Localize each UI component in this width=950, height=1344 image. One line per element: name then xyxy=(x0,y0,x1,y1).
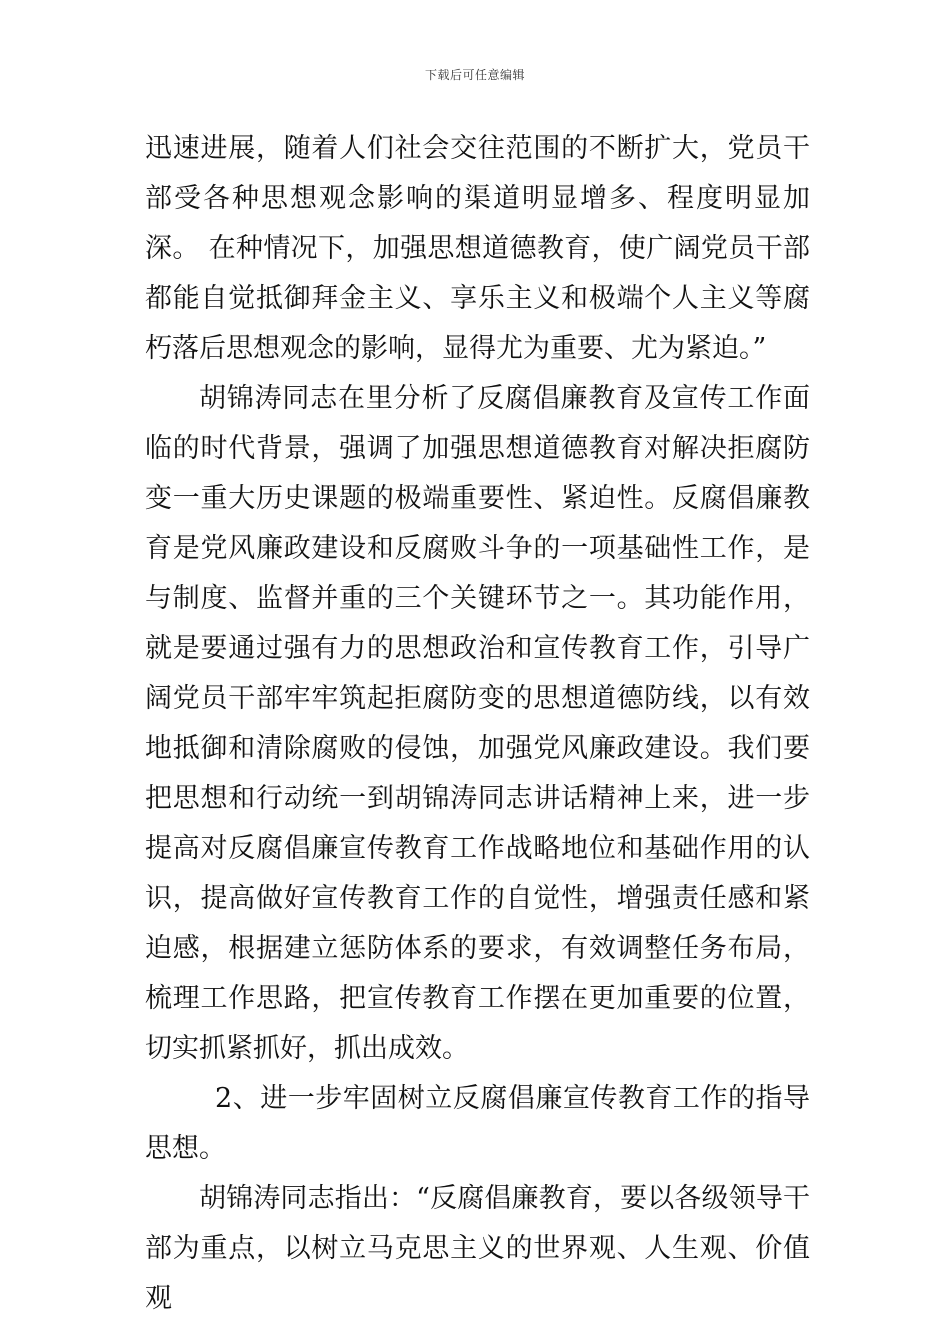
paragraph-analysis: 胡锦涛同志在里分析了反腐倡廉教育及宣传工作面临的时代背景，强调了加强思想道德教育对解决拒腐防变一重大历史课题的极端重要性、紧迫性。反腐倡廉教育是党风廉政建设和反腐败斗争的一项基础性工作，是与制度、监督并重的三个关键环节之一。其功能作用，就是要通过强有力的思想政治和宣传教育工作，引导广阔党员干部牢牢筑起拒腐防变的思想道德防线，以有效地抵御和清除腐败的侵蚀，加强党风廉政建设。我们要把思想和行动统一到胡锦涛同志讲话精神上来，进一步提高对反腐倡廉宣传教育工作战略地位和基础作用的认识，提高做好宣传教育工作的自觉性，增强责任感和紧迫感，根据建立惩防体系的要求，有效调整任务布局，梳理工作思路，把宣传教育工作摆在更加重要的位置，切实抓紧抓好，抓出成效。 xyxy=(145,383,810,1064)
section-heading-2: 2、进一步牢固树立反腐倡廉宣传教育工作的指导思想。 xyxy=(145,1083,810,1164)
document-body xyxy=(145,124,810,1324)
paragraph-quote: 胡锦涛同志指出：“反腐倡廉教育，要以各级领导干部为重点，以树立马克思主义的世界观、人生观、价值观 xyxy=(145,1183,810,1314)
page-header: 下载后可任意编辑 xyxy=(424,68,525,82)
paragraph-continuation: 迅速进展，随着人们社会交往范围的不断扩大，党员干部受各种思想观念影响的渠道明显增多、程度明显加深。 在种情况下，加强思想道德教育，使广阔党员干部都能自觉抵御拜金主义、享乐主义和极端个人主义等腐朽落后思想观念的影响，显得尤为重要、尤为紧迫。” xyxy=(145,133,810,364)
